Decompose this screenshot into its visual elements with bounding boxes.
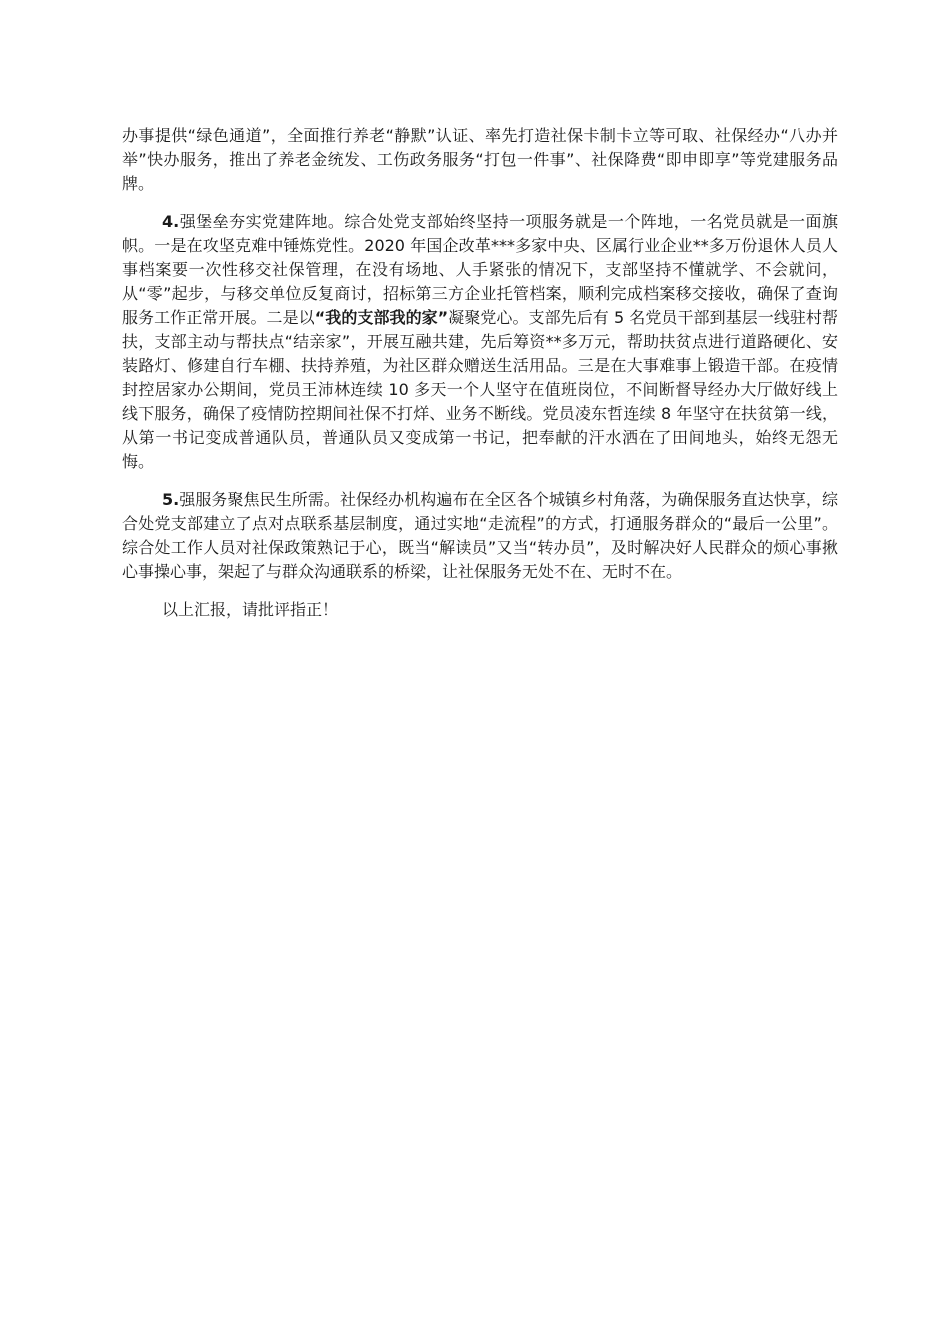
- paragraph-text: 强服务聚焦民生所需。社保经办机构遍布在全区各个城镇乡村角落，为确保服务直达快享，综合处党支部建立了点对点联系基层制度，通过实地“走流程”的方式，打通服务群众的“最后一公里”。综合处工作人员对社保政策熟记于心，既当“解读员”又当“转办员”，及时解决好人民群众的烦心事揪心事操心事，架起了与群众沟通联系的桥梁，让社保服务无处不在、无时不在。: [122, 490, 838, 581]
- paragraph-text-tail: 凝聚党心。支部先后有 5 名党员干部到基层一线驻村帮扶，支部主动与帮扶点“结亲家”，开展互融共建，先后筹资**多万元，帮助扶贫点进行道路硬化、安装路灯、修建自行车棚、扶持养殖，为社区群众赠送生活用品。三是在大事难事上锻造干部。在疫情封控居家办公期间，党员王沛林连续 10 多天一个人坚守在值班岗位，不间断督导经办大厅做好线上线下服务，确保了疫情防控期间社保不打烊、业务不断线。党员凌东哲连续 8 年坚守在扶贫第一线，从第一书记变成普通队员，普通队员又变成第一书记，把奉献的汗水洒在了田间地头，始终无怨无悔。: [122, 308, 838, 471]
- paragraph-section-4: [122, 210, 838, 474]
- section-number: 5.: [162, 490, 180, 509]
- paragraph-section-5: [122, 488, 838, 584]
- paragraph-text: 强堡垒夯实党建阵地。综合处党支部始终坚持一项服务就是一个阵地，一名党员就是一面旗帜。一是在攻坚克难中锤炼党性。2020 年国企改革***多家中央、区属行业企业**多万份退休人员人事档案要一次性移交社保管理，在没有场地、人手紧张的情况下，支部坚持不懂就学、不会就问，从“零”起步，与移交单位反复商讨，招标第三方企业托管档案，顺利完成档案移交接收，确保了查询服务工作正常开展。二是以: [122, 212, 838, 327]
- bold-phrase: “我的支部我的家”: [314, 308, 449, 327]
- paragraph-text: 办事提供“绿色通道”，全面推行养老“静默”认证、率先打造社保卡制卡立等可取、社保经办“八办并举”快办服务，推出了养老金统发、工伤政务服务“打包一件事”、社保降费“即申即享”等党建服务品牌。: [122, 126, 838, 193]
- section-number: 4.: [162, 212, 180, 231]
- document-body: [122, 124, 838, 636]
- closing-text: 以上汇报，请批评指正！: [162, 600, 339, 619]
- paragraph-closing: [122, 598, 838, 622]
- paragraph-continued: [122, 124, 838, 196]
